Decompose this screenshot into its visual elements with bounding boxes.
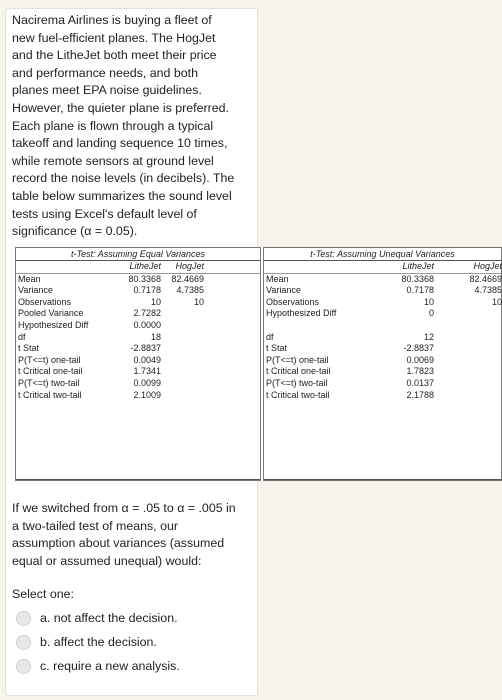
table-cell: 10 [491,296,502,307]
radio-button[interactable] [16,635,31,650]
table-cell: t Stat [266,343,288,354]
option-label: c. require a new analysis. [40,659,180,673]
table-row [264,274,501,286]
table-cell: 2.1788 [406,389,434,400]
table-cell: t Critical one-tail [266,366,331,377]
table-row [264,285,501,297]
table-cell: 1.7341 [133,366,161,377]
option-a[interactable] [16,608,178,628]
select-one-label: Select one: [12,587,74,601]
table-cell: t Critical one-tail [18,366,83,377]
header-cell: HogJet [473,261,502,271]
table-cell: Mean [18,273,41,284]
table-title: t-Test: Assuming Equal Variances [16,248,260,261]
table-header-row [264,261,501,274]
table-cell: -2.8837 [130,343,161,354]
option-c[interactable] [16,656,180,676]
radio-button[interactable] [16,659,31,674]
option-label: b. affect the decision. [40,635,157,649]
table-cell: 82.4669 [469,273,502,284]
table-cell: Mean [266,273,289,284]
table-cell: df [266,331,274,342]
table-row [16,308,260,320]
table-row [16,390,260,402]
table-cell: 10 [150,296,161,307]
table-cell: t Stat [18,343,40,354]
table-row [16,366,260,378]
table-cell: Hypothesized Diff [266,308,337,319]
followup-question: If we switched from α = .05 to α = .005 in a two-tailed test of means, our assumption about variances (assumed equal or assumed unequal) would: [12,501,236,568]
table-cell: P(T<=t) two-tail [18,377,80,388]
table-cell: 0.0099 [133,377,161,388]
ttest-tables-image [15,247,502,481]
table-row [16,274,260,286]
table-cell: Variance [266,285,301,296]
table-cell: 2.7282 [133,308,161,319]
table-row [264,308,501,320]
table-cell: 10 [193,296,204,307]
table-cell: Variance [18,285,53,296]
table-cell: 4.7385 [474,285,502,296]
header-cell: LitheJet [402,261,434,271]
table-cell: 0.0137 [406,377,434,388]
table-cell: t Critical two-tail [18,389,82,400]
table-cell: Observations [18,296,72,307]
table-row [16,343,260,355]
table-cell: 12 [423,331,434,342]
table-cell: Pooled Variance [18,308,84,319]
table-cell: 1.7823 [406,366,434,377]
table-row [16,332,260,344]
table-cell: P(T<=t) two-tail [266,377,328,388]
table-title: t-Test: Assuming Unequal Variances [264,248,501,261]
table-cell: 18 [150,331,161,342]
table-cell: 0 [428,308,434,319]
table-cell: 0.7178 [133,285,161,296]
option-label: a. not affect the decision. [40,611,178,625]
table-cell: t Critical two-tail [266,389,330,400]
table-row [16,355,260,367]
header-cell: LitheJet [129,261,161,271]
table-cell: df [18,331,26,342]
table-cell: 80.3368 [128,273,161,284]
table-cell: Hypothesized Diff [18,319,89,330]
table-row [264,343,501,355]
table-cell: 4.7385 [176,285,204,296]
table-row [264,366,501,378]
table-cell: 2.1009 [133,389,161,400]
equal-variance-table [15,247,261,481]
table-cell: -2.8837 [403,343,434,354]
table-cell: 0.0000 [133,319,161,330]
table-row [16,378,260,390]
table-header-row [16,261,260,274]
table-cell: P(T<=t) one-tail [266,354,329,365]
table-cell: 0.0069 [406,354,434,365]
table-cell: Observations [266,296,320,307]
table-cell: 10 [423,296,434,307]
table-row [264,390,501,402]
table-cell: 82.4669 [171,273,204,284]
question-text: Nacirema Airlines is buying a fleet of new fuel-efficient planes. The HogJet and the LitheJet both meet their price and performance needs, and both planes meet EPA noise guidelines. However, the quieter plane is preferred. Each plane is flown through a typical takeoff and landing sequence 10 times, while remote sensors at ground level record the noise levels (in decibels). The table below summarizes the sound level tests using Excel's default level of significance (α = 0.05). [12,13,235,239]
radio-button[interactable] [16,611,31,626]
table-row [16,297,260,309]
table-row [264,355,501,367]
table-row [264,332,501,344]
table-cell: 0.7178 [406,285,434,296]
table-cell: 80.3368 [401,273,434,284]
table-row [264,378,501,390]
table-row [16,285,260,297]
header-cell: HogJet [175,261,204,271]
table-row [264,320,501,332]
table-row [264,297,501,309]
table-cell: P(T<=t) one-tail [18,354,81,365]
table-row [16,320,260,332]
unequal-variance-table [263,247,502,481]
table-cell: 0.0049 [133,354,161,365]
option-b[interactable] [16,632,157,652]
